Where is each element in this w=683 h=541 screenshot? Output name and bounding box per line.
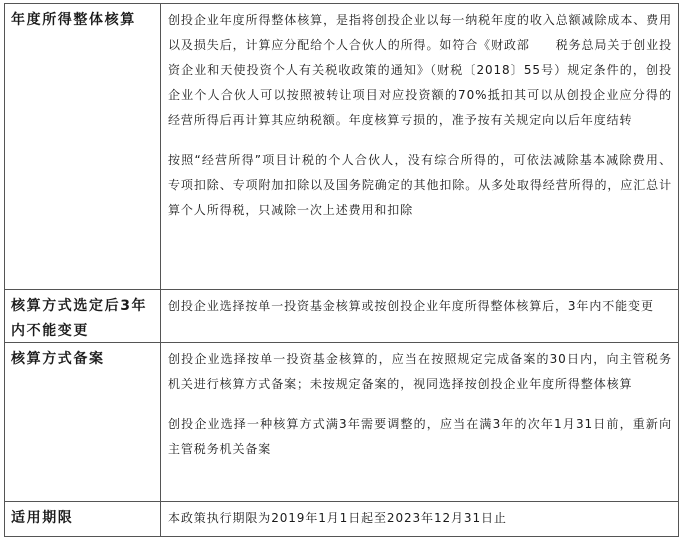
table-row	[5, 502, 679, 537]
row-heading: 核算方式选定后3年内不能变更	[5, 290, 161, 342]
row-paragraph: 创投企业年度所得整体核算，是指将创投企业以每一纳税年度的收入总额减除成本、费用以及损失后，计算应分配给个人合伙人的所得。如符合《财政部 税务总局关于创业投资企业和天使投资个人有关税收政策的通知》（财税〔2018〕55号）规定条件的，创投企业个人合伙人可以按照被转让项目对应投资额的70%抵扣其可以从创投企业应分得的经营所得后再计算其应纳税额。年度核算亏损的，准予按有关规定向以后年度结转	[168, 13, 672, 127]
table-row	[5, 290, 679, 343]
row-paragraph: 按照“经营所得”项目计税的个人合伙人，没有综合所得的，可依法减除基本减除费用、专项扣除、专项附加扣除以及国务院确定的其他扣除。从多处取得经营所得的，应汇总计算个人所得税，只减除一次上述费用和扣除	[168, 153, 672, 217]
row-content	[161, 290, 679, 342]
row-heading: 年度所得整体核算	[5, 4, 161, 289]
row-paragraph: 创投企业选择一种核算方式满3年需要调整的，应当在满3年的次年1月31日前，重新向主管税务机关备案	[168, 417, 672, 456]
table-row	[5, 343, 679, 502]
row-content	[161, 502, 679, 536]
row-heading: 核算方式备案	[5, 343, 161, 501]
table-row	[5, 4, 679, 290]
policy-table	[4, 3, 679, 537]
row-heading: 适用期限	[5, 502, 161, 536]
row-paragraph: 创投企业选择按单一投资基金核算或按创投企业年度所得整体核算后，3年内不能变更	[168, 299, 654, 313]
row-content	[161, 4, 679, 289]
row-content	[161, 343, 679, 501]
row-paragraph: 创投企业选择按单一投资基金核算的，应当在按照规定完成备案的30日内，向主管税务机关进行核算方式备案；未按规定备案的，视同选择按创投企业年度所得整体核算	[168, 352, 672, 391]
row-paragraph: 本政策执行期限为2019年1月1日起至2023年12月31日止	[168, 511, 507, 525]
